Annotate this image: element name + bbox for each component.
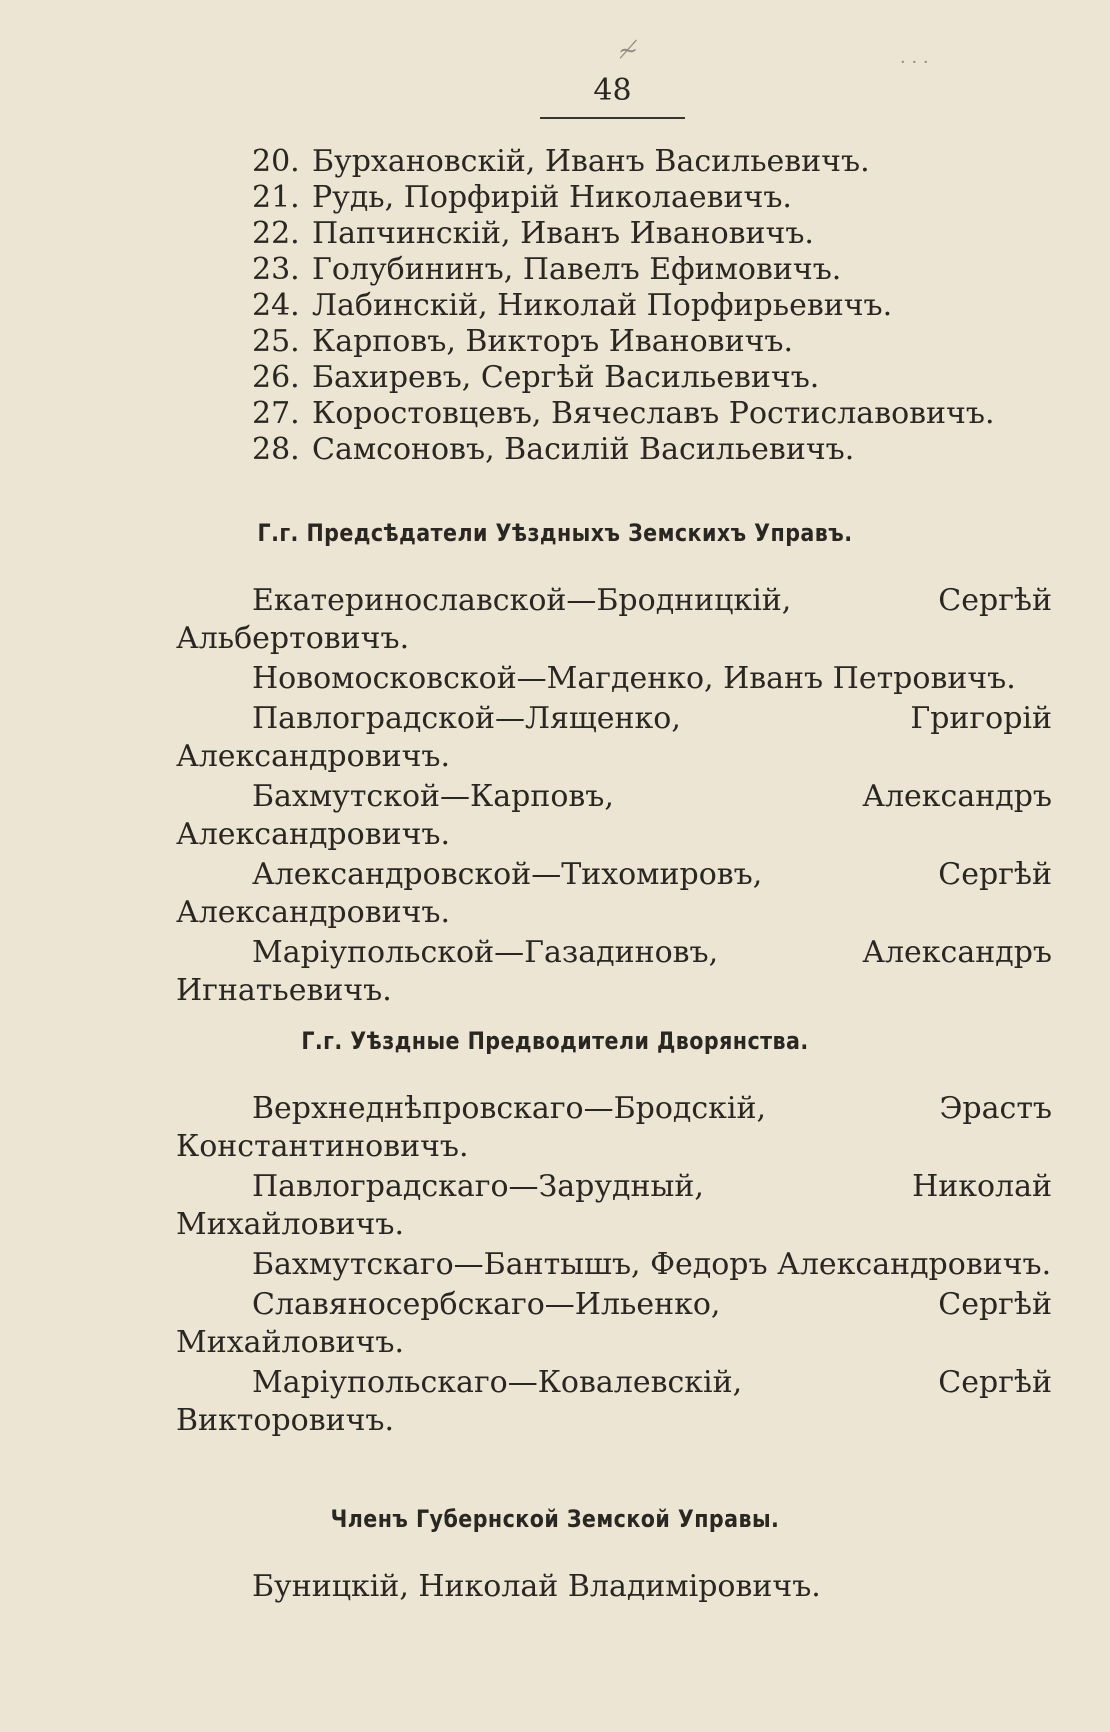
list-item — [252, 144, 1052, 180]
marshals-entries — [176, 1090, 1052, 1442]
chairman-entry: Павлоградской—Лященко, Григорій Александровичъ. — [176, 701, 1052, 774]
ink-mark: · · · — [900, 52, 929, 73]
numbered-list — [252, 144, 1052, 468]
list-item-name: Лабинскій, Николай Порфирьевичъ. — [312, 288, 893, 323]
ink-mark: ≁ — [618, 36, 639, 64]
list-item-name: Папчинскій, Иванъ Ивановичъ. — [312, 216, 814, 251]
chairman-entry: Бахмутской—Карповъ, Александръ Александровичъ. — [176, 779, 1052, 852]
chairman-entry: Новомосковской—Магденко, Иванъ Петровичъ. — [252, 661, 1016, 696]
list-item-number: 28. — [252, 432, 300, 467]
list-item-number: 24. — [252, 288, 300, 323]
list-item-name: Голубининъ, Павелъ Ефимовичъ. — [312, 252, 842, 287]
list-item-number: 25. — [252, 324, 300, 359]
member-entry: Буницкій, Николай Владиміровичъ. — [252, 1569, 821, 1604]
list-item — [252, 216, 1052, 252]
chairman-entry: Маріупольской—Газадиновъ, Александръ Игнатьевичъ. — [176, 935, 1052, 1008]
list-item-name: Бахиревъ, Сергѣй Васильевичъ. — [312, 360, 820, 395]
section-heading-marshals: Г.г. Уѣздные Предводители Дворянства. — [301, 1027, 809, 1055]
list-item-name: Самсоновъ, Василій Васильевичъ. — [312, 432, 855, 467]
list-item-number: 20. — [252, 144, 300, 179]
list-item-number: 21. — [252, 180, 300, 215]
marshal-entry: Верхнеднѣпровскаго—Бродскій, Эрастъ Константиновичъ. — [176, 1091, 1052, 1164]
list-item-number: 23. — [252, 252, 300, 287]
marshal-entry: Славяносербскаго—Ильенко, Сергѣй Михайловичъ. — [176, 1287, 1052, 1360]
list-item-name: Карповъ, Викторъ Ивановичъ. — [312, 324, 794, 359]
list-item — [252, 288, 1052, 324]
list-item-number: 22. — [252, 216, 300, 251]
marshal-entry: Маріупольскаго—Ковалевскій, Сергѣй Викторовичъ. — [176, 1365, 1052, 1438]
list-item-number: 26. — [252, 360, 300, 395]
section-heading-chairmen: Г.г. Предсѣдатели Уѣздныхъ Земскихъ Управъ. — [257, 519, 853, 547]
marshal-entry: Павлоградскаго—Зарудный, Николай Михайловичъ. — [176, 1169, 1052, 1242]
section-heading-member: Членъ Губернской Земской Управы. — [330, 1505, 780, 1533]
list-item-name: Коростовцевъ, Вячеславъ Ростиславовичъ. — [312, 396, 995, 431]
list-item — [252, 180, 1052, 216]
list-item — [252, 432, 1052, 468]
page-number-rule — [540, 117, 685, 119]
list-item-name: Бурхановскій, Иванъ Васильевичъ. — [312, 144, 870, 179]
chairman-entry: Александровской—Тихомировъ, Сергѣй Александровичъ. — [176, 857, 1052, 930]
page-number: 48 — [593, 73, 632, 108]
list-item — [252, 360, 1052, 396]
list-item-name: Рудь, Порфирій Николаевичъ. — [312, 180, 792, 215]
chairmen-entries — [176, 582, 1052, 1012]
marshal-entry: Бахмутскаго—Бантышъ, Федоръ Александровичъ. — [252, 1247, 1052, 1282]
list-item-number: 27. — [252, 396, 300, 431]
chairman-entry: Екатеринославской—Бродницкій, Сергѣй Альбертовичъ. — [176, 583, 1052, 656]
list-item — [252, 252, 1052, 288]
list-item — [252, 324, 1052, 360]
list-item — [252, 396, 1052, 432]
